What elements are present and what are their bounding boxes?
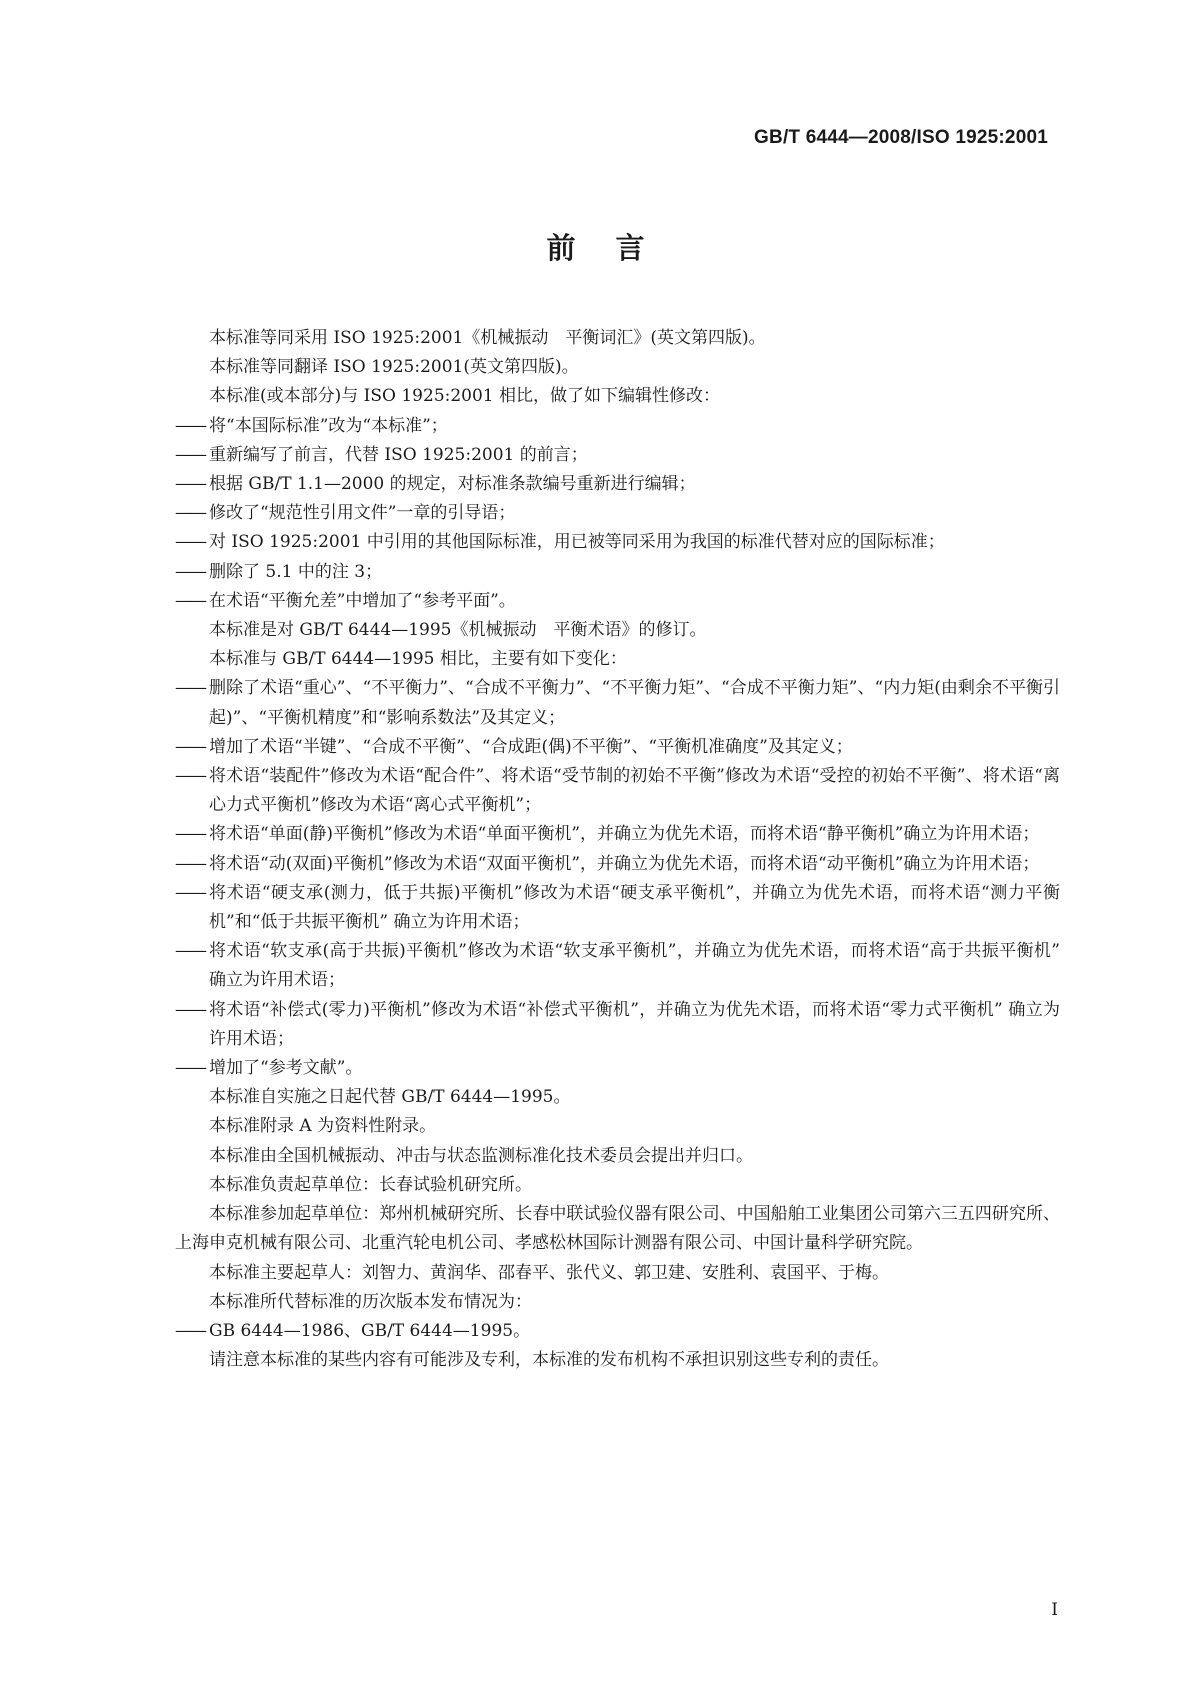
list-dash: —— (175, 590, 205, 611)
page-title: 前言 (546, 231, 685, 265)
list-dash: —— (175, 1320, 205, 1341)
paragraph: 请注意本标准的某些内容有可能涉及专利，本标准的发布机构不承担识别这些专利的责任。 (209, 1350, 889, 1371)
list-item-text: 删除了术语“重心”、“不平衡力”、“合成不平衡力”、“不平衡力矩”、“合成不平衡力矩”、“内力矩(由剩余不平衡引起)”、“平衡机精度”和“影响系数法”及其定义； (209, 678, 1060, 728)
standard-code: GB/T 6444—2008/ISO 1925:2001 (754, 127, 1048, 148)
list-item-text: 将术语“补偿式(零力)平衡机”修改为术语“补偿式平衡机”，并确立为优先术语，而将术语“零力式平衡机” 确立为许用术语； (209, 999, 1060, 1049)
paragraph: 本标准负责起草单位：长春试验机研究所。 (209, 1174, 532, 1195)
list-dash: —— (175, 1058, 205, 1079)
list-item-text: 将术语“装配件”修改为术语“配合件”、将术语“受节制的初始不平衡”修改为术语“受控的初始不平衡”、将术语“离心力式平衡机”修改为术语“离心式平衡机”； (209, 766, 1060, 816)
list-dash: —— (175, 853, 205, 874)
list-dash: —— (175, 415, 205, 436)
list-dash: —— (175, 882, 205, 903)
list-item-text: 将术语“单面(静)平衡机”修改为术语“单面平衡机”，并确立为优先术语，而将术语“静平衡机”确立为许用术语； (209, 824, 1040, 845)
list-item-text: 对 ISO 1925:2001 中引用的其他国际标准，用已被等同采用为我国的标准代替对应的国际标准； (209, 532, 945, 553)
list-dash: —— (175, 474, 205, 495)
paragraph: 本标准参加起草单位：郑州机械研究所、长春中联试验仪器有限公司、中国船舶工业集团公司第六三五四研究所、上海申克机械有限公司、北重汽轮电机公司、孝感松林国际计测器有限公司、中国计量科学研究院。 (175, 1204, 1060, 1254)
list-dash: —— (175, 532, 205, 553)
paragraph: 本标准附录 A 为资料性附录。 (209, 1116, 437, 1137)
list-item (175, 674, 1060, 732)
paragraph: 本标准由全国机械振动、冲击与状态监测标准化技术委员会提出并归口。 (209, 1145, 753, 1166)
list-item (175, 937, 1060, 995)
list-item (175, 996, 1060, 1054)
list-item (175, 762, 1060, 820)
list-item-text: 在术语“平衡允差”中增加了“参考平面”。 (209, 590, 516, 611)
list-dash: —— (175, 766, 205, 787)
list-item-text: 将术语“硬支承(测力，低于共振)平衡机”修改为术语“硬支承平衡机”，并确立为优先术语，而将术语“测力平衡机”和“低于共振平衡机” 确立为许用术语； (209, 882, 1060, 933)
list-item (175, 879, 1060, 937)
list-dash: —— (175, 736, 205, 757)
list-item-text: 增加了术语“半键”、“合成不平衡”、“合成距(偶)不平衡”、“平衡机准确度”及其定义； (209, 736, 853, 757)
list-item-text: 将“本国际标准”改为“本标准”； (209, 415, 448, 436)
list-item-text: 增加了“参考文献”。 (209, 1058, 363, 1079)
list-item-text: 根据 GB/T 1.1—2000 的规定，对标准条款编号重新进行编辑； (209, 474, 696, 495)
list-item-text: 将术语“软支承(高于共振)平衡机”修改为术语“软支承平衡机”，并确立为优先术语，而将术语“高于共振平衡机” 确立为许用术语； (209, 941, 1060, 991)
list-item (175, 820, 1060, 849)
list-item (175, 733, 1060, 762)
list-item-text: 修改了“规范性引用文件”一章的引导语； (209, 503, 516, 524)
paragraph: 本标准自实施之日起代替 GB/T 6444—1995。 (209, 1087, 571, 1108)
paragraph: 本标准主要起草人：刘智力、黄润华、邵春平、张代义、郭卫建、安胜利、袁国平、于梅。 (209, 1262, 889, 1283)
list-item (175, 850, 1060, 879)
paragraph: 本标准等同采用 ISO 1925:2001《机械振动 平衡词汇》(英文第四版)。 (209, 328, 766, 348)
list-item-text: 将术语“动(双面)平衡机”修改为术语“双面平衡机”，并确立为优先术语，而将术语“动平衡机”确立为许用术语； (209, 853, 1040, 874)
list-dash: —— (175, 678, 205, 699)
list-item-text: 删除了 5.1 中的注 3； (209, 561, 383, 582)
list-dash: —— (175, 561, 205, 582)
list-item (175, 1054, 1060, 1083)
page-number: I (1051, 1600, 1058, 1620)
list-item (175, 412, 1060, 441)
list-item (175, 441, 1060, 470)
list-item-text: 重新编写了前言，代替 ISO 1925:2001 的前言； (209, 444, 588, 465)
paragraph: 本标准是对 GB/T 6444—1995《机械振动 平衡术语》的修订。 (209, 620, 707, 641)
list-item (175, 528, 1060, 557)
list-dash: —— (175, 941, 205, 962)
paragraph: 本标准(或本部分)与 ISO 1925:2001 相比，做了如下编辑性修改： (209, 386, 721, 407)
list-dash: —— (175, 503, 205, 524)
list-dash: —— (175, 444, 205, 465)
paragraph: 本标准所代替标准的历次版本发布情况为： (209, 1291, 532, 1312)
list-item-text: GB 6444—1986、GB/T 6444—1995。 (209, 1320, 531, 1341)
list-item (175, 499, 1060, 528)
list-item (175, 558, 1060, 587)
list-dash: —— (175, 824, 205, 845)
list-item (175, 587, 1060, 616)
list-dash: —— (175, 999, 205, 1020)
paragraph: 本标准等同翻译 ISO 1925:2001(英文第四版)。 (209, 357, 579, 378)
paragraph: 本标准与 GB/T 6444—1995 相比，主要有如下变化： (209, 649, 627, 670)
foreword-body (175, 324, 1060, 1375)
list-item (175, 470, 1060, 499)
list-item (175, 1317, 1060, 1346)
